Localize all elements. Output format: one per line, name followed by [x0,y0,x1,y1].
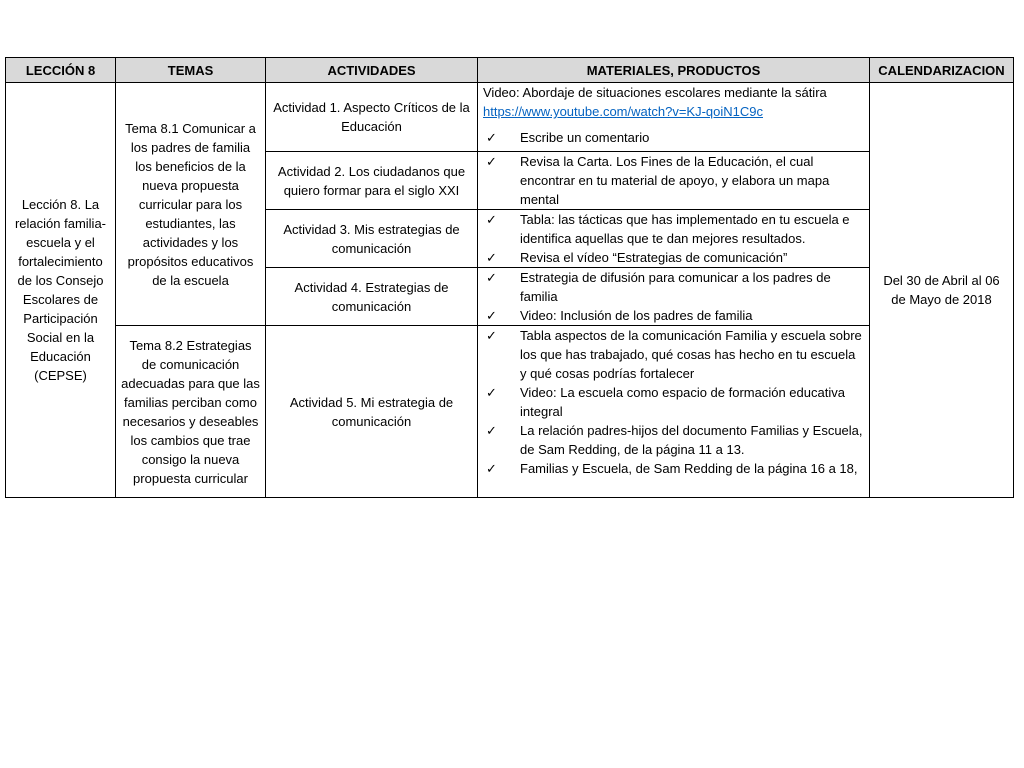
check-icon: ✓ [486,423,497,438]
actividad-cell-1: Actividad 1. Aspecto Críticos de la Educación [266,83,478,152]
materiales-cell-1 [478,83,870,152]
check-list [483,128,864,147]
check-list [483,268,864,325]
header-leccion: LECCIÓN 8 [6,58,116,83]
lesson-plan-table [5,57,1014,498]
list-item [483,459,864,478]
actividad-cell-4: Actividad 4. Estrategias de comunicación [266,268,478,326]
materiales-cell-4 [478,268,870,326]
item-text: Estrategia de difusión para comunicar a los padres de familia [520,270,831,304]
actividad-cell-2: Actividad 2. Los ciudadanos que quiero formar para el siglo XXI [266,152,478,210]
table-row [6,326,1014,498]
item-text: Revisa la Carta. Los Fines de la Educación, el cual encontrar en tu material de apoyo, y elabora un mapa mental [520,154,830,207]
list-item [483,268,864,306]
list-item [483,326,864,383]
header-materiales: MATERIALES, PRODUCTOS [478,58,870,83]
header-calendarizacion: CALENDARIZACION [870,58,1014,83]
item-text: Video: Inclusión de los padres de familia [520,308,753,323]
check-list [483,210,864,267]
header-temas: TEMAS [116,58,266,83]
tema-cell-1: Tema 8.1 Comunicar a los padres de familia los beneficios de la nueva propuesta curricular para los estudiantes, las actividades y los propósitos educativos de la escuela [116,83,266,326]
check-icon: ✓ [486,212,497,227]
list-item [483,152,864,209]
check-icon: ✓ [486,270,497,285]
calendarizacion-cell: Del 30 de Abril al 06 de Mayo de 2018 [870,83,1014,498]
leccion-cell: Lección 8. La relación familia-escuela y el fortalecimiento de los Consejo Escolares de Participación Social en la Educación (CEPSE) [6,83,116,498]
materiales-cell-5 [478,326,870,498]
materiales-cell-3 [478,210,870,268]
item-text: Tabla aspectos de la comunicación Familia y escuela sobre los que has trabajado, qué cosas has hecho en tu escuela y qué cosas podrías fortalecer [520,328,862,381]
item-text: Escribe un comentario [520,130,650,145]
item-text: Revisa el vídeo “Estrategias de comunicación” [520,250,788,265]
check-icon: ✓ [486,250,497,265]
list-item [483,383,864,421]
check-icon: ✓ [486,461,497,476]
list-item [483,421,864,459]
list-item [483,210,864,248]
check-list [483,326,864,478]
actividad-cell-3: Actividad 3. Mis estrategias de comunicación [266,210,478,268]
table-row [6,83,1014,152]
item-text: Tabla: las tácticas que has implementado en tu escuela e identifica aquellas que te dan mejores resultados. [520,212,850,246]
check-icon: ✓ [486,385,497,400]
table-header-row [6,58,1014,83]
material-text: Video: Abordaje de situaciones escolares mediante la sátira [483,85,827,100]
actividad-cell-5: Actividad 5. Mi estrategia de comunicación [266,326,478,498]
list-item [483,306,864,325]
materiales-cell-2 [478,152,870,210]
check-icon: ✓ [486,130,497,145]
item-text: Familias y Escuela, de Sam Redding de la página 16 a 18, [520,461,858,476]
header-actividades: ACTIVIDADES [266,58,478,83]
check-icon: ✓ [486,154,497,169]
tema-cell-2: Tema 8.2 Estrategias de comunicación adecuadas para que las familias perciban como necesarios y deseables los cambios que trae consigo la nueva propuesta curricular [116,326,266,498]
check-list [483,152,864,209]
item-text: Video: La escuela como espacio de formación educativa integral [520,385,845,419]
list-item [483,128,864,147]
item-text: La relación padres-hijos del documento Familias y Escuela, de Sam Redding, de la página 11 a 13. [520,423,863,457]
check-icon: ✓ [486,308,497,323]
check-icon: ✓ [486,328,497,343]
video-link[interactable]: https://www.youtube.com/watch?v=KJ-qoiN1C9c [483,104,763,119]
list-item [483,248,864,267]
